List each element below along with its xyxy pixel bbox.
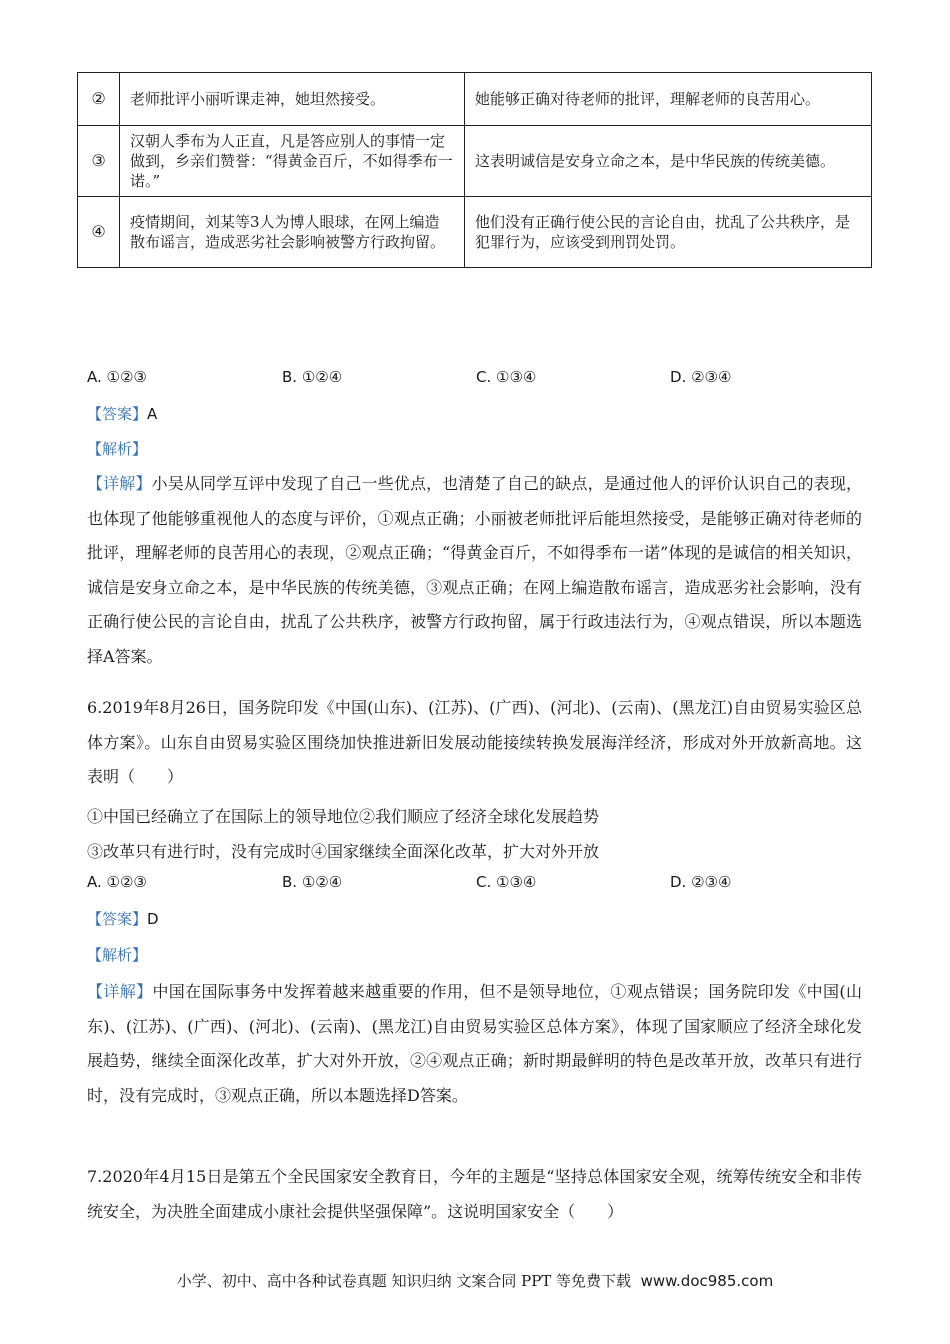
- row-number: ②: [78, 73, 120, 126]
- page-footer: [0, 1270, 950, 1291]
- row-viewpoint: 他们没有正确行使公民的言论自由，扰乱了公共秩序，是犯罪行为，应该受到刑罚处罚。: [465, 197, 872, 268]
- q7-stem: 7.2020年4月15日是第五个全民国家安全教育日，今年的主题是“坚持总体国家安全观，统筹传统安全和非传统安全，为决胜全面建成小康社会提供坚强保障”。这说明国家安全（ ）: [87, 1167, 862, 1221]
- row-event: 疫情期间，刘某等3人为博人眼球，在网上编造散布谣言，造成恶劣社会影响被警方行政拘留。: [120, 197, 465, 268]
- footer-text: 小学、初中、高中各种试卷真题 知识归纳 文案合同 PPT 等免费下载: [176, 1272, 632, 1290]
- answer-value: D: [147, 910, 159, 928]
- detail-tag: 【详解】: [87, 474, 152, 493]
- q5-choice-a: A. ①②③: [87, 368, 147, 386]
- detail-text: 中国在国际事务中发挥着越来越重要的作用，但不是领导地位，①观点错误；国务院印发《中国(山东)、(江苏)、(广西)、(河北)、(云南)、(黑龙江)自由贸易实验区总体方案》，体现了国家顺应了经济全球化发展趋势，继续全面深化改革，扩大对外开放，②④观点正确；新时期最鲜明的特色是改革开放，改革只有进行时，没有完成时，③观点正确，所以本题选择D答案。: [87, 982, 862, 1105]
- q6-answer: [87, 908, 159, 929]
- q5-choice-d: D. ②③④: [670, 368, 732, 386]
- q6-choice-b: B. ①②④: [282, 873, 343, 891]
- row-viewpoint: 这表明诚信是安身立命之本，是中华民族的传统美德。: [465, 126, 872, 197]
- q5-analysis-heading: [87, 438, 147, 459]
- q6-choice-a: A. ①②③: [87, 873, 147, 891]
- detail-text: 小吴从同学互评中发现了自己一些优点，也清楚了自己的缺点，是通过他人的评价认识自己的表现，也体现了他能够重视他人的态度与评价，①观点正确；小丽被老师批评后能坦然接受，是能够正确对待老师的批评，理解老师的良苦用心的表现，②观点正确；“得黄金百斤，不如得季布一诺”体现的是诚信的相关知识，诚信是安身立命之本，是中华民族的传统美德，③观点正确；在网上编造散布谣言，造成恶劣社会影响，没有正确行使公民的言论自由，扰乱了公共秩序，被警方行政拘留，属于行政违法行为，④观点错误，所以本题选择A答案。: [87, 474, 862, 666]
- q6-stem: 6.2019年8月26日，国务院印发《中国(山东)、(江苏)、(广西)、(河北)、(云南)、(黑龙江)自由贸易实验区总体方案》。山东自由贸易实验区围绕加快推进新旧发展动能接续转换发展海洋经济，形成对外开放新高地。这表明（ ）: [87, 698, 862, 786]
- row-number: ③: [78, 126, 120, 197]
- row-number: ④: [78, 197, 120, 268]
- q5-choice-b: B. ①②④: [282, 368, 343, 386]
- answer-tag: 【答案】: [87, 405, 148, 423]
- table-row: [78, 126, 872, 197]
- row-event: 老师批评小丽听课走神，她坦然接受。: [120, 73, 465, 126]
- footer-link[interactable]: www.doc985.com: [640, 1272, 774, 1290]
- q6-choice-d: D. ②③④: [670, 873, 732, 891]
- answer-tag: 【答案】: [87, 910, 148, 928]
- q6-choice-c: C. ①③④: [476, 873, 537, 891]
- detail-tag: 【详解】: [87, 982, 153, 1001]
- q5-answer: [87, 403, 157, 424]
- answer-value: A: [147, 405, 158, 423]
- q6-detail: [87, 975, 862, 1113]
- options-table: [77, 72, 872, 268]
- q6-options-line-2: ③改革只有进行时，没有完成时④国家继续全面深化改革，扩大对外开放: [87, 842, 600, 861]
- row-viewpoint: 她能够正确对待老师的批评，理解老师的良苦用心。: [465, 73, 872, 126]
- row-event: 汉朝人季布为人正直，凡是答应别人的事情一定做到，乡亲们赞誉：“得黄金百斤，不如得季布一诺。”: [120, 126, 465, 197]
- q6-options-line-1: ①中国已经确立了在国际上的领导地位②我们顺应了经济全球化发展趋势: [87, 807, 600, 826]
- table-row: [78, 197, 872, 268]
- analysis-tag: 【解析】: [87, 440, 148, 458]
- q5-choice-c: C. ①③④: [476, 368, 537, 386]
- table-row: [78, 73, 872, 126]
- q6-analysis-heading: [87, 944, 147, 965]
- q5-detail: [87, 467, 862, 674]
- analysis-tag: 【解析】: [87, 946, 148, 964]
